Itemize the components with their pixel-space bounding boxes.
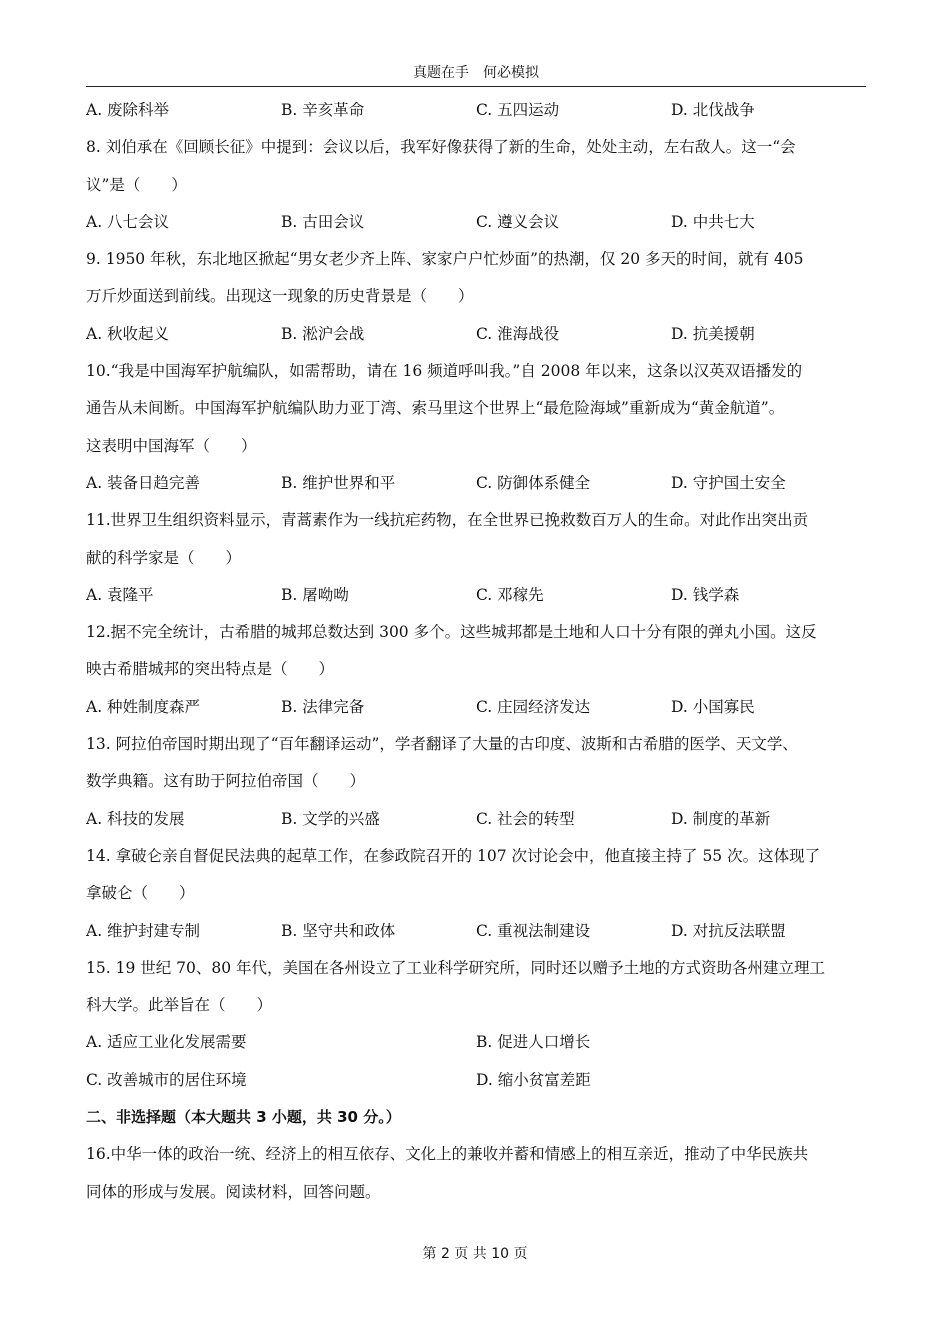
q12-option-c: C. 庄园经济发达: [476, 697, 591, 716]
q7-option-b: B. 辛亥革命: [281, 101, 365, 119]
q7-options: [86, 92, 866, 129]
q10-stem-line-1: 10.“我是中国海军护航编队，如需帮助，请在 16 频道呼叫我。”自 2008 年以来，这条以汉英双语播发的: [86, 362, 803, 381]
page-header: 真题在手 何必模拟: [413, 65, 539, 81]
q15-option-c: C. 改善城市的居住环境: [86, 1070, 247, 1089]
q10-option-b: B. 维护世界和平: [281, 473, 396, 492]
q13-option-d: D. 制度的革新: [671, 809, 771, 828]
q10-option-c: C. 防御体系健全: [476, 473, 591, 492]
q16-stem-line-2: 同体的形成与发展。阅读材料，回答问题。: [86, 1182, 381, 1201]
q15-options-row-1: [86, 1024, 866, 1061]
q7-option-d: D. 北伐战争: [671, 101, 755, 119]
q7-option-a: A. 废除科举: [86, 101, 170, 119]
q12-option-b: B. 法律完备: [281, 697, 365, 716]
q12-option-d: D. 小国寡民: [671, 697, 755, 716]
q10-option-a: A. 装备日趋完善: [86, 473, 201, 492]
page-number: 第 2 页 共 10 页: [422, 1246, 528, 1262]
q14-stem-line-2: 拿破仑（ ）: [86, 884, 195, 903]
q13-stem-line-1: 13. 阿拉伯帝国时期出现了“百年翻译运动”，学者翻译了大量的古印度、波斯和古希腊的医学、天文学、: [86, 735, 798, 754]
q8-option-c: C. 遵义会议: [476, 212, 560, 231]
exam-content: [86, 92, 866, 1211]
q13-option-b: B. 文学的兴盛: [281, 809, 380, 828]
q14-option-b: B. 坚守共和政体: [281, 921, 396, 940]
q11-option-a: A. 袁隆平: [86, 585, 154, 604]
q9-option-b: B. 淞沪会战: [281, 324, 365, 343]
q12-option-a: A. 种姓制度森严: [86, 697, 201, 716]
q13-option-c: C. 社会的转型: [476, 809, 575, 828]
q8-stem-line-1: 8. 刘伯承在《回顾长征》中提到：会议以后，我军好像获得了新的生命，处处主动，左右敌人。这一“会: [86, 138, 796, 157]
q12-stem-line-2: 映古希腊城邦的突出特点是（ ）: [86, 660, 335, 679]
q15-option-b: B. 促进人口增长: [476, 1033, 591, 1052]
section-2-title: 二、非选择题（本大题共 3 小题，共 30 分。）: [86, 1108, 401, 1127]
q13-option-a: A. 科技的发展: [86, 809, 185, 828]
q10-option-d: D. 守护国土安全: [671, 473, 786, 492]
q14-stem-line-1: 14. 拿破仑亲自督促民法典的起草工作，在参政院召开的 107 次讨论会中，他直接主持了 55 次。这体现了: [86, 846, 821, 865]
q15-options-row-2: [86, 1062, 866, 1099]
q9-options: [86, 316, 866, 353]
q14-option-a: A. 维护封建专制: [86, 921, 201, 940]
q14-option-d: D. 对抗反法联盟: [671, 921, 786, 940]
q15-stem-line-2: 科大学。此举旨在（ ）: [86, 996, 273, 1015]
q11-options: [86, 577, 866, 614]
q13-options: [86, 801, 866, 838]
q8-option-a: A. 八七会议: [86, 212, 170, 231]
q9-option-c: C. 淮海战役: [476, 324, 560, 343]
q7-option-c: C. 五四运动: [476, 101, 560, 119]
q8-options: [86, 204, 866, 241]
q15-option-d: D. 缩小贫富差距: [476, 1070, 591, 1089]
q16-stem-line-1: 16.中华一体的政治一统、经济上的相互依存、文化上的兼收并蓄和情感上的相互亲近，推动了中华民族共: [86, 1145, 809, 1164]
header-rule: [86, 86, 866, 87]
q11-option-b: B. 屠呦呦: [281, 585, 349, 604]
q8-option-b: B. 古田会议: [281, 212, 365, 231]
q11-option-c: C. 邓稼先: [476, 585, 544, 604]
q15-stem-line-1: 15. 19 世纪 70、80 年代，美国在各州设立了工业科学研究所，同时还以赠予土地的方式资助各州建立理工: [86, 958, 826, 977]
q8-option-d: D. 中共七大: [671, 212, 755, 231]
q9-option-a: A. 秋收起义: [86, 324, 170, 343]
q12-options: [86, 689, 866, 726]
q9-option-d: D. 抗美援朝: [671, 324, 755, 343]
q12-stem-line-1: 12.据不完全统计，古希腊的城邦总数达到 300 多个。这些城邦都是土地和人口十分有限的弹丸小国。这反: [86, 623, 817, 642]
q9-stem-line-1: 9. 1950 年秋，东北地区掀起“男女老少齐上阵、家家户户忙炒面”的热潮，仅 20 多天的时间，就有 405: [86, 250, 804, 269]
q10-stem-line-3: 这表明中国海军（ ）: [86, 436, 257, 455]
q14-option-c: C. 重视法制建设: [476, 921, 591, 940]
q11-option-d: D. 钱学森: [671, 585, 740, 604]
q9-stem-line-2: 万斤炒面送到前线。出现这一现象的历史背景是（ ）: [86, 287, 474, 306]
q10-options: [86, 465, 866, 502]
q14-options: [86, 913, 866, 950]
q11-stem-line-2: 献的科学家是（ ）: [86, 548, 242, 567]
q11-stem-line-1: 11.世界卫生组织资料显示，青蒿素作为一线抗疟药物，在全世界已挽救数百万人的生命。对此作出突出贡: [86, 511, 809, 530]
q8-stem-line-2: 议”是（ ）: [86, 175, 187, 194]
q13-stem-line-2: 数学典籍。这有助于阿拉伯帝国（ ）: [86, 772, 366, 791]
q10-stem-line-2: 通告从未间断。中国海军护航编队助力亚丁湾、索马里这个世界上“最危险海域”重新成为“黄金航道”。: [86, 399, 785, 418]
q15-option-a: A. 适应工业化发展需要: [86, 1033, 247, 1052]
